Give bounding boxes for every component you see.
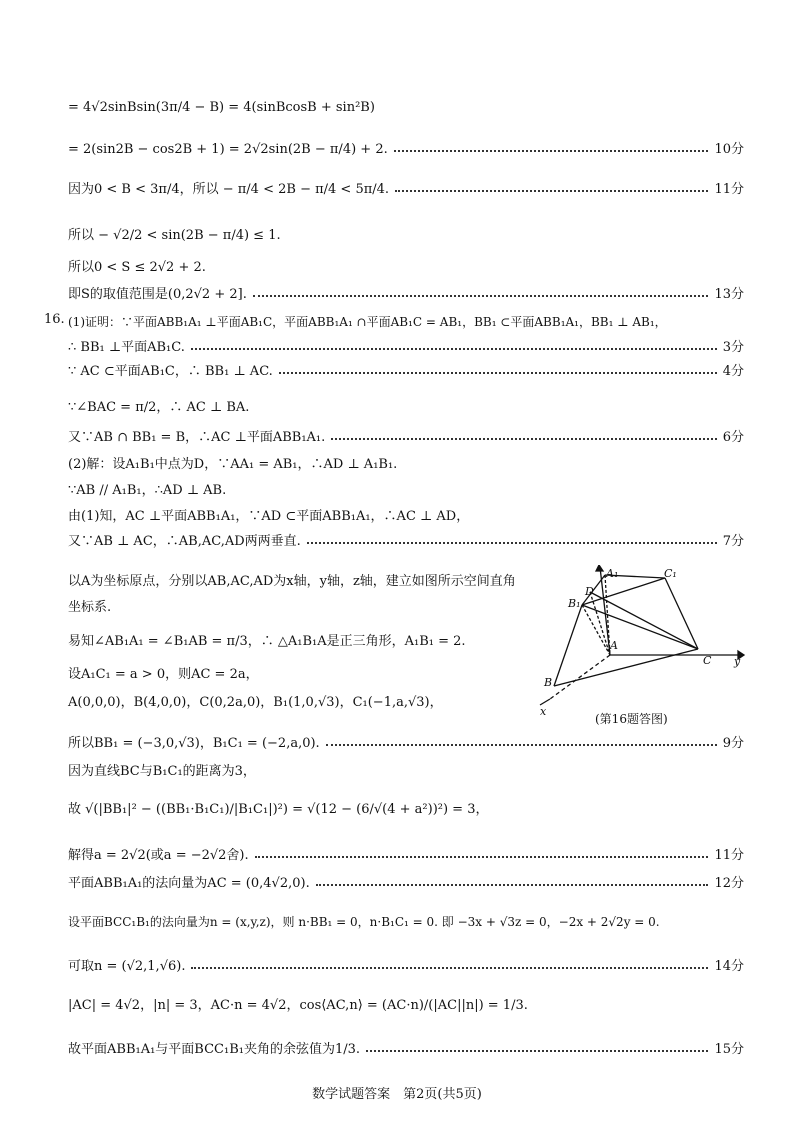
label-a: A: [610, 639, 618, 652]
line-21: 因为直线BC与B₁C₁的距离为3，: [68, 764, 256, 779]
label-d: D: [585, 585, 594, 598]
line-4: 所以0 < S ≤ 2√2 + 2.: [68, 260, 206, 275]
score: 3分: [722, 340, 744, 355]
line-14: 又∵AB ⊥ AC，∴AB,AC,AD两两垂直. 7分: [68, 532, 744, 552]
score: 15分: [714, 1042, 744, 1057]
score: 6分: [722, 430, 744, 445]
score: 11分: [714, 848, 744, 863]
leader-dots: [316, 882, 709, 886]
line-0: = 4√2sinBsin(3π/4 − B) = 4(sinBcosB + sin²B): [68, 100, 375, 115]
line-18: 设A₁C₁ = a > 0，则AC = 2a，: [68, 667, 259, 682]
score: 4分: [722, 364, 744, 379]
line-19: A(0,0,0)，B(4,0,0)，C(0,2a,0)，B₁(1,0,√3)，C₁(−1,a,√3)，: [68, 695, 443, 710]
score: 11分: [714, 182, 744, 197]
figure-caption: (第16题答图): [595, 712, 668, 726]
line-27: |AC| = 4√2，|n| = 3，AC·n = 4√2，cos⟨AC,n⟩ = (AC·n)/(|AC||n|) = 1/3.: [68, 998, 528, 1013]
leader-dots: [331, 436, 716, 440]
line-1: = 2(sin2B − cos2B + 1) = 2√2sin(2B − π/4) + 2. 10分: [68, 140, 744, 160]
line-9: ∵∠BAC = π/2，∴ AC ⊥ BA.: [68, 400, 250, 415]
line-17: 易知∠AB₁A₁ = ∠B₁AB = π/3，∴ △A₁B₁A是正三角形，A₁B₁ = 2.: [68, 634, 466, 649]
label-b1: B₁: [568, 597, 581, 610]
leader-dots: [253, 293, 709, 297]
score: 14分: [714, 959, 744, 974]
edge-b1-c1: [582, 578, 665, 605]
label-x: x: [540, 705, 547, 718]
line-2: 因为0 < B < 3π/4，所以 − π/4 < 2B − π/4 < 5π/4. 11分: [68, 180, 744, 200]
label-a1: A₁: [606, 567, 619, 580]
question-number: 16.: [44, 312, 65, 327]
label-c: C: [703, 654, 712, 667]
score: 7分: [722, 534, 744, 549]
line-24: 平面ABB₁A₁的法向量为AC = (0,4√2,0). 12分: [68, 874, 744, 894]
leader-dots: [394, 148, 709, 152]
leader-dots: [191, 346, 717, 350]
line-12: ∵AB // A₁B₁，∴AD ⊥ AB.: [68, 483, 227, 498]
line-15: 以A为坐标原点，分别以AB,AC,AD为x轴，y轴，z轴，建立如图所示空间直角: [68, 574, 516, 589]
score: 13分: [714, 287, 744, 302]
z-axis-arrow-icon: [596, 565, 603, 571]
label-y: y: [734, 655, 741, 668]
line-20: 所以BB₁ = (−3,0,√3)，B₁C₁ = (−2,a,0). 9分: [68, 734, 744, 754]
line-8: ∵ AC ⊂平面AB₁C，∴ BB₁ ⊥ AC. 4分: [68, 362, 744, 382]
leader-dots: [255, 854, 709, 858]
line-5: 即S的取值范围是(0,2√2 + 2]. 13分: [68, 285, 744, 305]
leader-dots: [191, 965, 708, 969]
label-b: B: [544, 676, 553, 689]
score: 10分: [714, 142, 744, 157]
line-6: (1)证明：∵平面ABB₁A₁ ⊥平面AB₁C，平面ABB₁A₁ ∩平面AB₁C = AB₁，BB₁ ⊂平面ABB₁A₁，BB₁ ⊥ AB₁，: [68, 315, 667, 329]
score: 12分: [714, 876, 744, 891]
leader-dots: [307, 540, 717, 544]
score: 9分: [722, 736, 744, 751]
line-10: 又∵AB ∩ BB₁ = B，∴AC ⊥平面ABB₁A₁. 6分: [68, 428, 744, 448]
line-23: 解得a = 2√2(或a = −2√2舍). 11分: [68, 846, 744, 866]
line-13: 由(1)知，AC ⊥平面ABB₁A₁，∵AD ⊂平面ABB₁A₁，∴AC ⊥ AD，: [68, 509, 470, 524]
leader-dots: [326, 742, 717, 746]
leader-dots: [366, 1048, 708, 1052]
line-16: 坐标系.: [68, 600, 112, 615]
line-26: 可取n = (√2,1,√6). 14分: [68, 957, 744, 977]
edge-b-b1: [554, 605, 582, 686]
line-7: ∴ BB₁ ⊥平面AB₁C. 3分: [68, 338, 744, 358]
leader-dots: [279, 370, 717, 374]
line-28: 故平面ABB₁A₁与平面BCC₁B₁夹角的余弦值为1/3. 15分: [68, 1040, 744, 1060]
page-footer: 数学试题答案 第2页(共5页): [312, 1087, 482, 1102]
line-25: 设平面BCC₁B₁的法向量为n = (x,y,z)，则 n·BB₁ = 0，n·B₁C₁ = 0. 即 −3x + √3z = 0，−2x + 2√2y = 0.: [68, 915, 660, 929]
line-11: (2)解：设A₁B₁中点为D，∵AA₁ = AB₁，∴AD ⊥ A₁B₁.: [68, 457, 398, 472]
x-axis-dashed-line: [550, 655, 610, 699]
label-c1: C₁: [664, 567, 677, 580]
leader-dots: [395, 188, 708, 192]
line-3: 所以 − √2/2 < sin(2B − π/4) ≤ 1.: [68, 228, 281, 243]
line-22: 故 √(|BB₁|² − ((BB₁·B₁C₁)/|B₁C₁|)²) = √(12 − (6/√(4 + a²))²) = 3，: [68, 802, 489, 817]
